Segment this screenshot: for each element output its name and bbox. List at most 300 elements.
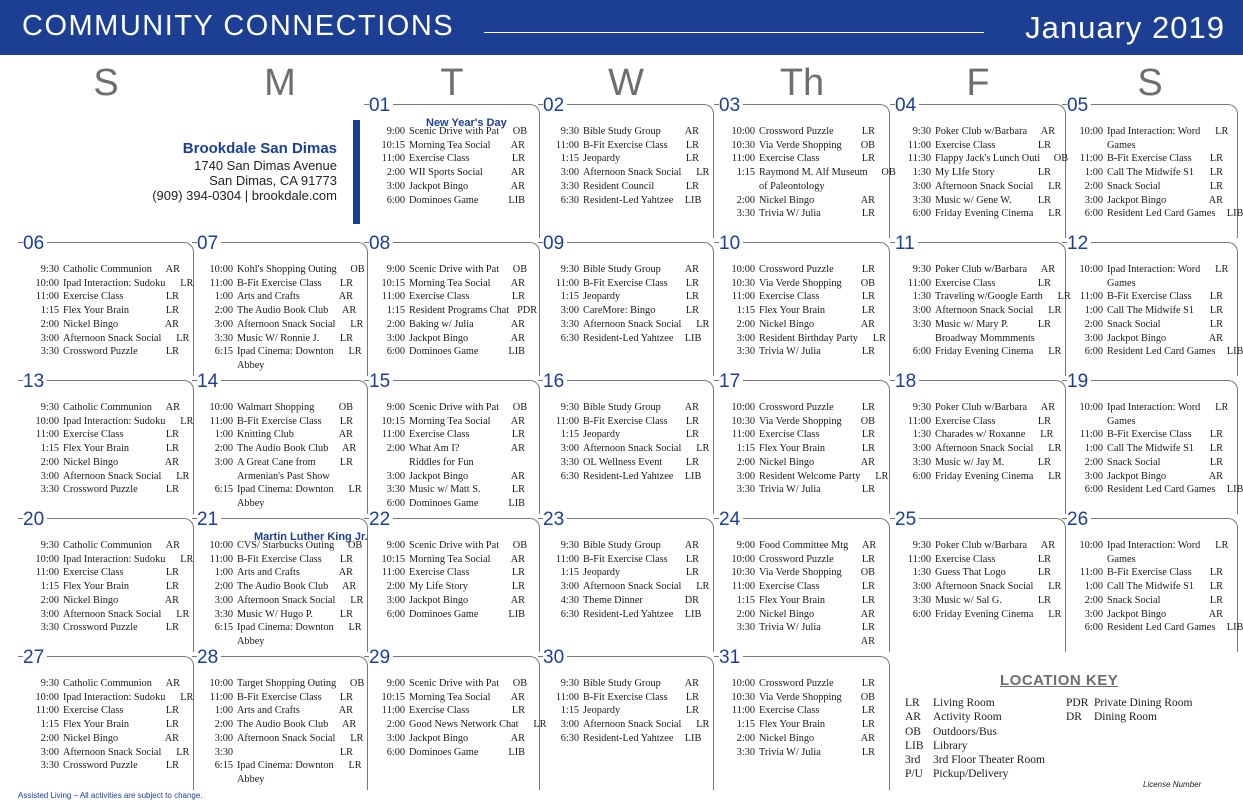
day-cell (714, 509, 890, 652)
event-name: What Am I? (409, 443, 460, 455)
event-row (21, 608, 190, 622)
event-location: LR (1037, 194, 1051, 206)
event-time: 11:30 (907, 153, 931, 165)
event-row (367, 746, 525, 760)
event-time: 11:00 (731, 581, 755, 593)
event-name: Via Verde Shopping (759, 139, 842, 151)
event-location: LR (1209, 180, 1223, 192)
event-name: Friday Evening Cinema (935, 208, 1034, 220)
day-cell (714, 95, 896, 238)
event-name: Bible Study Group (583, 126, 661, 137)
event-location: AR (510, 180, 525, 192)
event-list (1065, 125, 1243, 221)
location-name: Pickup/Delivery (933, 768, 1009, 781)
event-row (541, 332, 702, 346)
event-row (195, 332, 353, 346)
event-row (717, 704, 875, 718)
event-row (195, 277, 353, 291)
event-row (717, 290, 875, 304)
event-location: LR (180, 277, 194, 289)
event-row (541, 691, 699, 705)
event-row (195, 483, 362, 497)
location-key-item (1066, 710, 1192, 724)
event-location: LR (1037, 456, 1051, 468)
event-location: LR (165, 484, 179, 496)
event-location: LR (339, 746, 353, 758)
event-time: 9:30 (560, 264, 579, 275)
event-name: B-Fit Exercise Class (583, 553, 668, 565)
event-row (1065, 152, 1223, 166)
event-row (1065, 345, 1243, 359)
event-row (367, 263, 528, 277)
day-cell (538, 95, 714, 238)
event-list (1065, 263, 1243, 359)
event-location: LR (1037, 553, 1051, 565)
event-time: 6:30 (560, 470, 579, 482)
event-time: 3:00 (560, 719, 579, 731)
event-name: Nickel Bingo (759, 194, 815, 206)
day-cell (18, 647, 194, 790)
event-time: 3:00 (560, 167, 579, 179)
event-time: 6:00 (386, 497, 405, 509)
event-time: 3:00 (386, 180, 405, 192)
event-row (195, 442, 357, 456)
event-location: LR (1048, 443, 1062, 455)
event-list (541, 125, 710, 207)
event-time: 11:00 (731, 705, 755, 717)
event-time: 3:30 (40, 484, 59, 496)
event-location: OB (860, 567, 875, 579)
event-time: 3:30 (912, 194, 931, 206)
event-row (717, 345, 875, 359)
event-row (367, 732, 525, 746)
event-name: Jeopardy (583, 153, 621, 165)
event-time: 1:00 (1084, 443, 1103, 455)
event-location: LR (1048, 305, 1062, 317)
event-time: 6:00 (386, 608, 405, 620)
event-location: OB (347, 540, 363, 551)
event-row (717, 594, 875, 608)
event-row (541, 539, 699, 553)
event-location: LR (861, 678, 875, 689)
location-name: 3rd Floor Theater Room (933, 754, 1045, 767)
event-row (1065, 580, 1223, 594)
event-name: Exercise Class (759, 429, 820, 441)
event-location: LR (1040, 429, 1054, 441)
event-location (1035, 332, 1063, 346)
event-time: 1:15 (736, 594, 755, 606)
event-time: 11:00 (381, 705, 405, 717)
event-row (195, 621, 362, 635)
event-location (1195, 277, 1223, 291)
event-name: B-Fit Exercise Class (237, 277, 322, 289)
event-location: LR (1209, 581, 1223, 593)
event-name: Resident Welcome Party (759, 470, 861, 482)
event-location: OB (1053, 153, 1069, 165)
event-row (717, 442, 875, 456)
event-time: 2:00 (1084, 180, 1103, 192)
event-row (893, 304, 1062, 318)
event-time: 6:00 (1084, 346, 1103, 358)
event-location: AR (164, 456, 179, 468)
event-location: LR (1048, 470, 1062, 482)
event-location (325, 497, 353, 511)
event-name: Ipad Cinema: Downton (237, 622, 334, 634)
location-name: Dining Room (1094, 711, 1157, 724)
event-row (717, 277, 875, 291)
event-row (1065, 332, 1223, 346)
event-location: LR (685, 705, 699, 717)
event-row (541, 677, 699, 691)
event-location: AR (341, 443, 357, 455)
event-location: LR (685, 553, 699, 565)
event-time: 1:15 (560, 153, 579, 165)
event-name: Abbey (237, 635, 265, 647)
event-time: 6:15 (214, 484, 233, 496)
event-row (541, 166, 710, 180)
location-key-item (905, 710, 1045, 724)
event-name: Afternoon Snack Social (63, 332, 162, 344)
event-row (367, 483, 525, 497)
event-location: AR (684, 540, 699, 551)
event-time: 11:00 (555, 691, 579, 703)
event-name: Nickel Bingo (63, 456, 119, 468)
event-location: LR (339, 415, 353, 427)
event-time: 3:30 (736, 346, 755, 358)
event-location: LR (350, 318, 364, 330)
event-name: Morning Tea Social (409, 277, 491, 289)
event-time: 10:30 (731, 415, 755, 427)
event-name: Jackpot Bingo (1107, 470, 1167, 482)
event-name: Exercise Class (935, 415, 996, 427)
event-list (541, 677, 710, 746)
event-row (195, 691, 353, 705)
event-time: 10:00 (209, 540, 233, 551)
event-location: LR (685, 291, 699, 303)
event-time: 3:00 (560, 443, 579, 455)
license-number: License Number (1143, 780, 1202, 789)
event-location: AR (510, 277, 525, 289)
event-list (367, 539, 528, 621)
event-name: Flex Your Brain (63, 719, 130, 731)
event-time (367, 456, 405, 470)
event-time (195, 470, 233, 484)
event-location: OB (860, 415, 875, 427)
event-location: LR (176, 746, 190, 758)
event-list (367, 125, 528, 207)
day-number: 21 (197, 509, 221, 530)
event-location: AR (1208, 332, 1223, 344)
event-location: LR (1037, 167, 1051, 179)
event-time: 2:00 (40, 318, 59, 330)
event-row (893, 277, 1051, 291)
event-location: LR (1037, 318, 1051, 330)
event-time: 4:30 (560, 594, 579, 606)
day-cell (18, 371, 194, 514)
day-cell (1062, 233, 1243, 376)
event-time (717, 180, 755, 194)
event-row (195, 290, 353, 304)
event-time: 10:30 (731, 691, 755, 703)
event-location: AR (164, 732, 179, 744)
day-number: 18 (895, 371, 919, 392)
event-name: B-Fit Exercise Class (237, 415, 322, 427)
event-row (1065, 139, 1223, 153)
event-name: Exercise Class (63, 567, 124, 579)
event-row (195, 608, 353, 622)
event-location: LR (861, 402, 875, 413)
event-row (541, 277, 699, 291)
event-location: LIB (684, 194, 702, 206)
event-row (717, 304, 875, 318)
event-row (541, 152, 699, 166)
event-time: 2:00 (214, 443, 233, 455)
event-location: AR (338, 429, 353, 441)
event-location: OB (512, 126, 528, 137)
event-name: CVS/ Starbucks Outing (237, 540, 335, 551)
event-time: 3:00 (386, 470, 405, 482)
event-time: 3:00 (386, 732, 405, 744)
event-location: LIB (684, 470, 702, 482)
event-name: Nickel Bingo (759, 318, 815, 330)
event-time: 2:00 (1084, 594, 1103, 606)
event-time: 1:30 (912, 429, 931, 441)
community-accent-bar (353, 120, 360, 224)
event-time: 10:15 (381, 415, 405, 427)
event-location: AR (510, 139, 525, 151)
event-row (195, 470, 353, 484)
event-time: 3:30 (560, 180, 579, 192)
event-location: LR (339, 332, 353, 344)
day-cell (364, 95, 540, 238)
weekday-label: W (608, 62, 644, 104)
event-row (893, 139, 1051, 153)
day-cell (192, 371, 368, 514)
event-time: 2:00 (1084, 456, 1103, 468)
event-location: AR (510, 470, 525, 482)
event-location: OB (338, 402, 353, 413)
event-name: Guess That Logo (935, 567, 1006, 579)
event-name: Target Shopping Outing (237, 678, 337, 689)
event-row (367, 428, 525, 442)
event-time: 9:30 (560, 540, 579, 551)
event-name: Jackpot Bingo (409, 594, 469, 606)
event-location: LR (861, 153, 875, 165)
event-time: 10:00 (35, 553, 59, 565)
event-name: The Audio Book Club (237, 443, 329, 455)
event-time: 1:15 (40, 581, 59, 593)
event-location: OB (860, 277, 875, 289)
event-list (541, 401, 710, 483)
event-name: Resident-Led Yahtzee (583, 732, 674, 744)
event-location: LR (685, 153, 699, 165)
event-row (717, 415, 875, 429)
event-location: LR (165, 719, 179, 731)
event-row (195, 704, 353, 718)
event-name: Flex Your Brain (63, 443, 130, 455)
event-time: 6:00 (386, 746, 405, 758)
event-location: LR (861, 746, 875, 758)
event-name: Dominoes Game (409, 346, 479, 358)
event-row (893, 345, 1062, 359)
event-name: Resident Council (583, 180, 655, 192)
event-row (367, 704, 525, 718)
event-time: 1:15 (560, 429, 579, 441)
event-name: Morning Tea Social (409, 415, 491, 427)
event-time: 9:30 (40, 678, 59, 689)
event-time: 11:00 (555, 415, 579, 427)
event-time: 10:30 (731, 139, 755, 151)
day-number: 28 (197, 647, 221, 668)
event-name: Call The Midwife S1 (1107, 305, 1195, 317)
event-location: LR (685, 305, 699, 317)
event-location (325, 635, 353, 649)
event-name: Jackpot Bingo (409, 732, 469, 744)
event-row (1065, 456, 1223, 470)
event-location: LR (511, 581, 525, 593)
event-name: Exercise Class (759, 705, 820, 717)
event-time: 1:30 (912, 167, 931, 179)
day-cell (714, 647, 890, 790)
event-name: Crossword Puzzle (759, 553, 834, 565)
event-location: LIB (1226, 622, 1243, 634)
event-location: AR (1040, 126, 1056, 137)
event-time: 10:15 (381, 553, 405, 565)
event-row (717, 456, 875, 470)
day-cell (364, 371, 540, 514)
event-list (541, 539, 710, 621)
event-time: 11:00 (731, 291, 755, 303)
event-location: AR (165, 678, 180, 689)
location-name: Library (933, 739, 968, 752)
day-cell (192, 509, 368, 652)
event-location: LR (861, 346, 875, 358)
event-row (1065, 553, 1223, 567)
event-row (21, 759, 179, 773)
event-row (541, 263, 699, 277)
event-row (717, 401, 875, 415)
event-time: 3:30 (40, 346, 59, 358)
event-time: 3:30 (40, 760, 59, 772)
event-name: Jackpot Bingo (409, 332, 469, 344)
event-location: AR (165, 540, 180, 551)
event-row (195, 732, 364, 746)
event-time (1065, 277, 1103, 291)
event-location: AR (861, 540, 877, 551)
event-time: 2:00 (736, 608, 755, 620)
event-row (717, 180, 875, 194)
event-name: Music w/ Matt S. (409, 484, 481, 496)
event-row (541, 318, 710, 332)
event-name: Afternoon Snack Social (63, 470, 162, 482)
event-row (195, 428, 353, 442)
event-location: AR (510, 732, 525, 744)
event-row (541, 442, 710, 456)
event-time: 3:00 (40, 332, 59, 344)
day-cell (364, 509, 540, 652)
event-name: Nickel Bingo (63, 732, 119, 744)
event-row (1065, 304, 1223, 318)
event-list (21, 539, 194, 635)
event-name: Snack Social (1107, 456, 1161, 468)
event-name: Dominoes Game (409, 608, 479, 620)
event-row (541, 704, 699, 718)
event-time: 10:00 (731, 264, 755, 275)
location-code: LR (905, 697, 920, 709)
location-code: DR (1066, 711, 1082, 724)
event-name: Music W/ Hugo P. (237, 608, 313, 620)
weekday-label: S (93, 62, 119, 104)
event-name: B-Fit Exercise Class (1107, 153, 1192, 165)
event-name: Snack Social (1107, 318, 1161, 330)
event-row (541, 580, 710, 594)
event-time: 9:30 (40, 264, 59, 275)
event-list (1065, 539, 1243, 635)
event-location: LR (165, 581, 179, 593)
event-location (325, 359, 353, 373)
event-name: B-Fit Exercise Class (583, 139, 668, 151)
event-time: 3:30 (912, 594, 931, 606)
newsletter-title: COMMUNITY CONNECTIONS (22, 10, 455, 42)
event-name: Knitting Club (237, 429, 294, 441)
event-time: 6:15 (214, 346, 233, 358)
event-list (367, 677, 547, 759)
location-key-item (905, 725, 1045, 739)
event-time: 2:00 (736, 732, 755, 744)
day-cell (1062, 509, 1243, 652)
event-time: 11:00 (907, 277, 931, 289)
day-number: 09 (543, 233, 567, 254)
day-number: 27 (23, 647, 47, 668)
event-name: Catholic Communion (63, 264, 152, 275)
event-name: B-Fit Exercise Class (237, 553, 322, 565)
event-location (847, 180, 875, 194)
event-time: 6:15 (214, 760, 233, 772)
event-time: 9:30 (560, 402, 579, 413)
event-name: Friday Evening Cinema (935, 346, 1034, 358)
location-name: Private Dining Room (1094, 697, 1193, 709)
event-time: 10:00 (209, 264, 233, 275)
event-time (893, 332, 931, 346)
event-row (1065, 442, 1223, 456)
event-location: LIB (684, 608, 702, 620)
event-name: B-Fit Exercise Class (1107, 429, 1192, 441)
day-number: 14 (197, 371, 221, 392)
event-location: OB (512, 678, 528, 689)
event-name: Resident Led Card Games (1107, 484, 1216, 496)
event-row (21, 539, 179, 553)
event-time: 9:30 (912, 540, 931, 551)
event-location (497, 456, 525, 470)
event-name: Call The Midwife S1 (1107, 167, 1195, 179)
event-location: LR (165, 291, 179, 303)
event-location: LR (1057, 291, 1071, 303)
event-name: Charades w/ Roxanne (935, 429, 1026, 441)
event-time: 11:00 (1079, 291, 1103, 303)
event-name: Trivia W/ Julia (759, 346, 821, 358)
event-time: 11:00 (35, 429, 59, 441)
day-cell (1062, 371, 1243, 514)
event-name: Afternoon Snack Social (583, 581, 682, 593)
event-location: LR (339, 553, 353, 565)
event-row (195, 539, 363, 553)
day-number: 25 (895, 509, 919, 530)
event-location: LR (165, 760, 179, 772)
event-location: AR (510, 318, 525, 330)
event-list (893, 263, 1071, 359)
event-time: 10:00 (1079, 402, 1103, 413)
calendar-header (0, 0, 1243, 55)
